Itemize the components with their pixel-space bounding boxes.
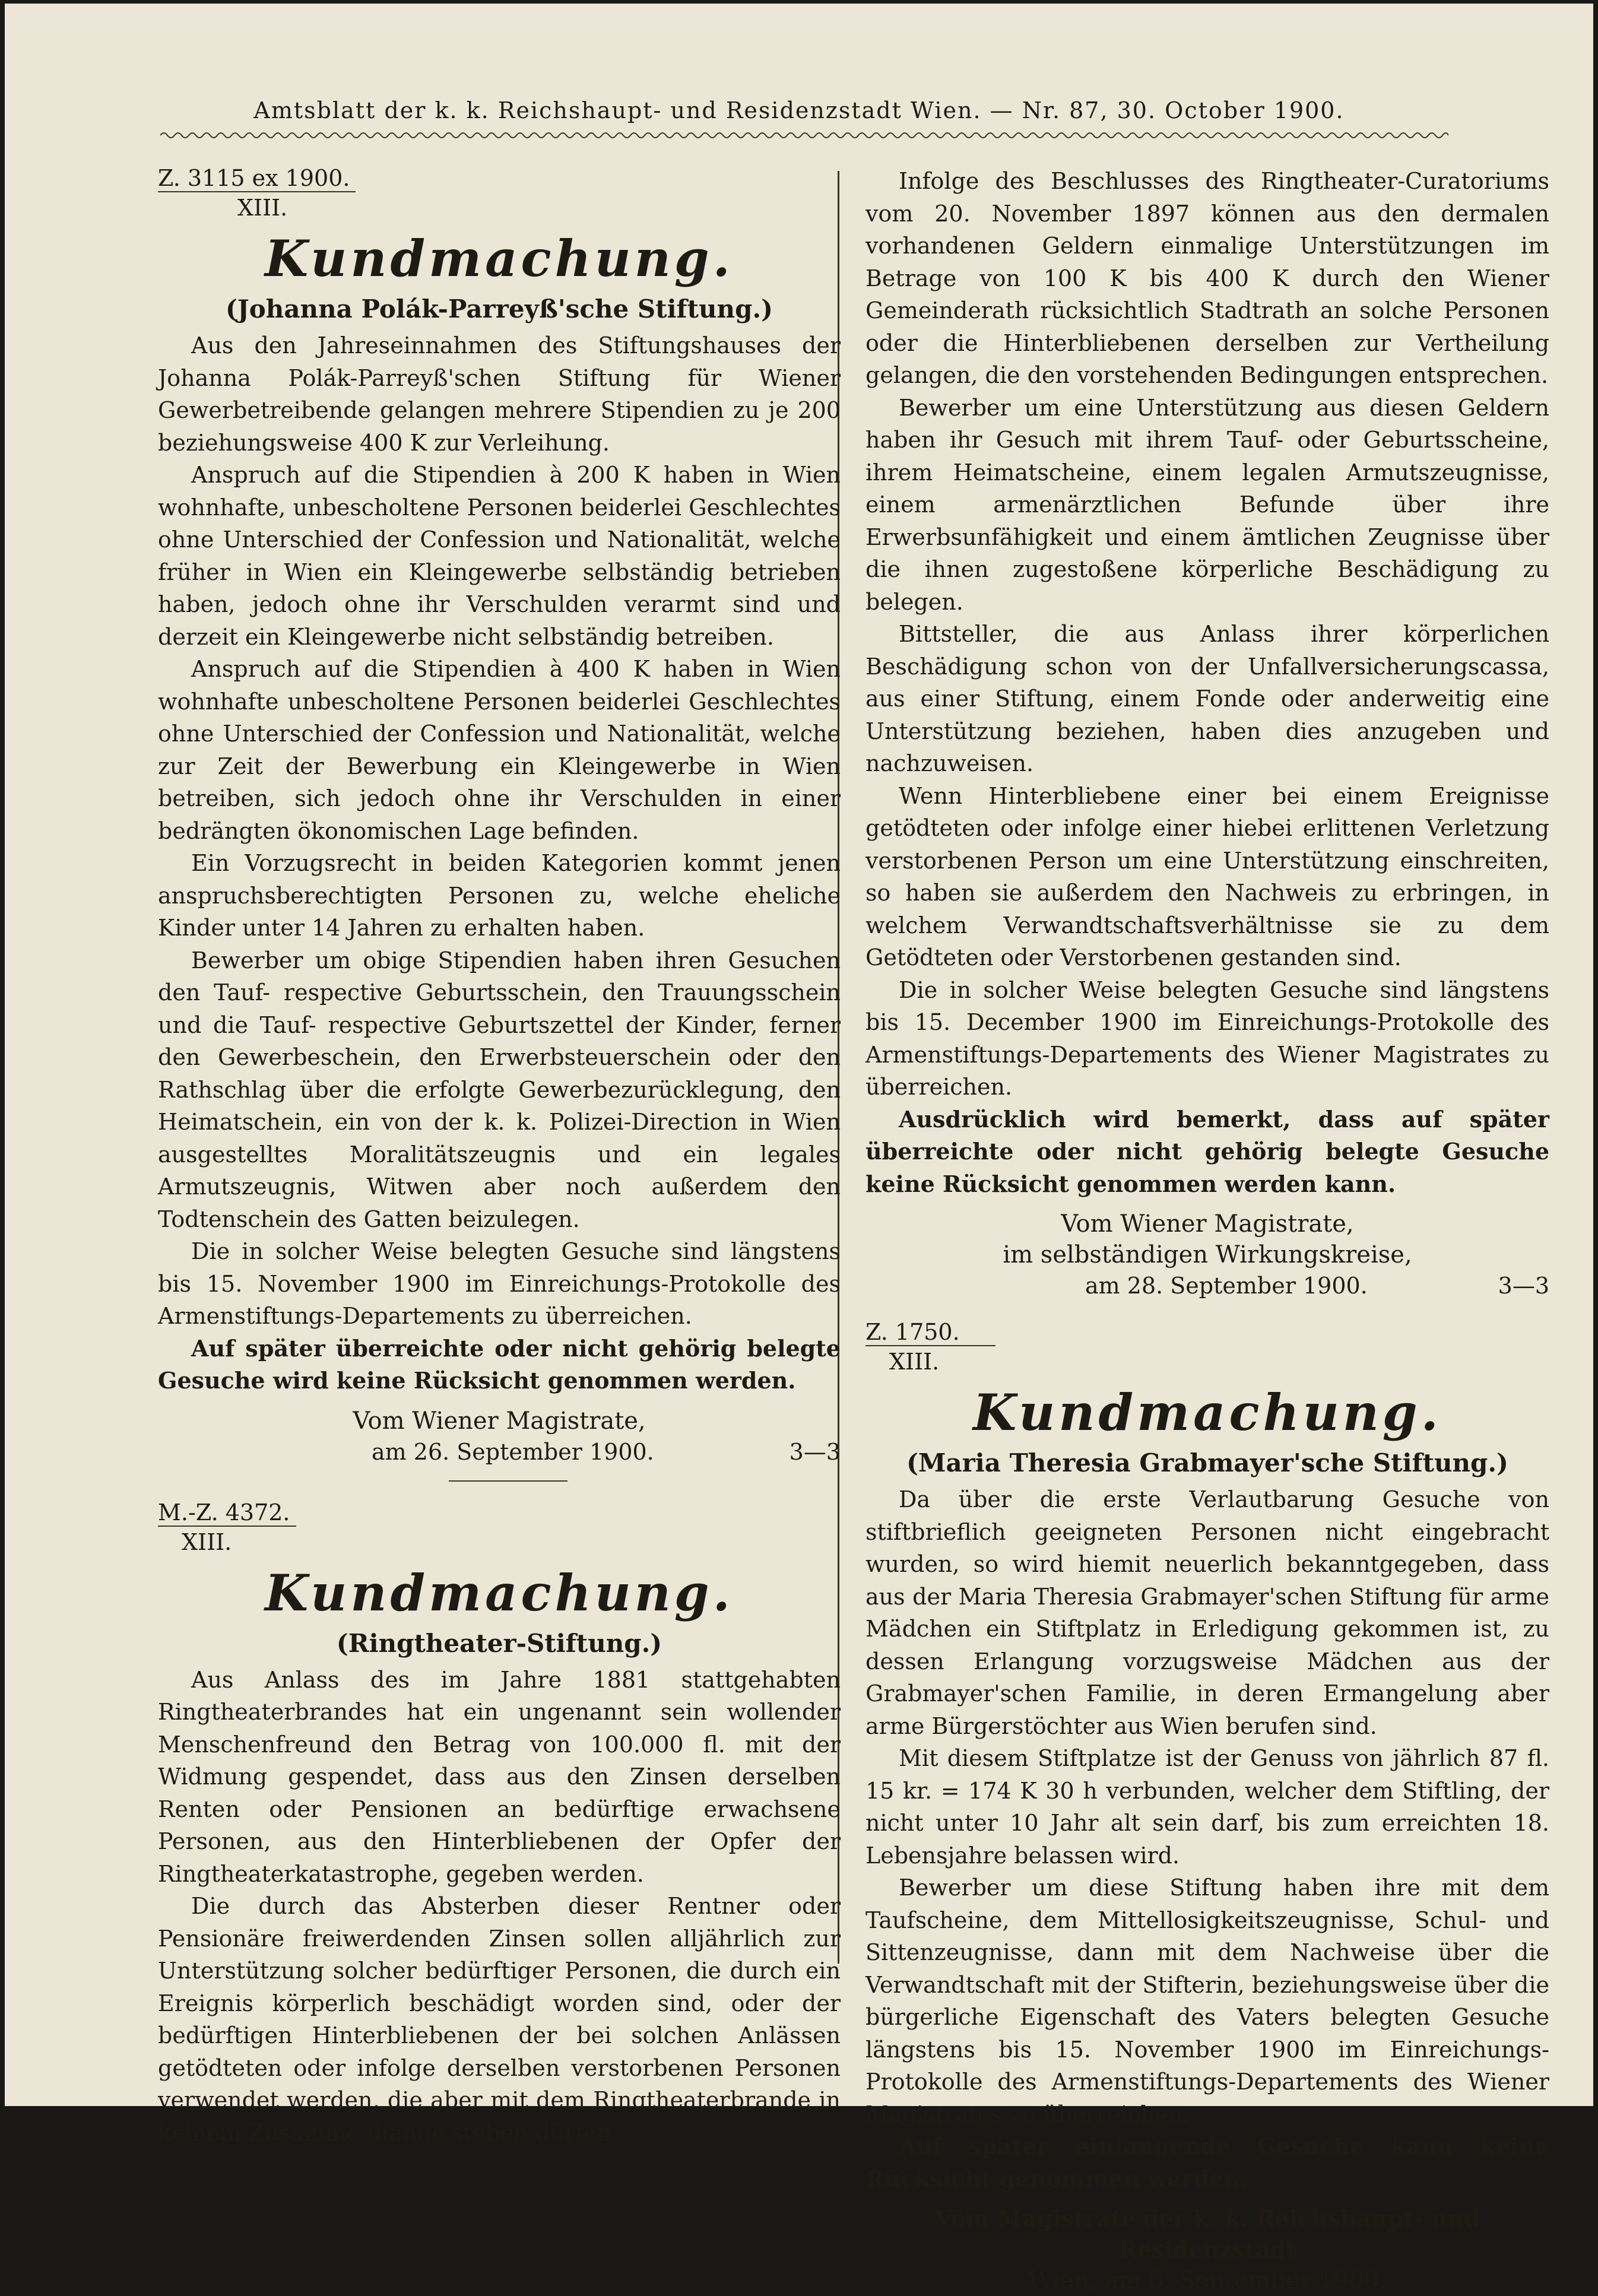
notice1-section: XIII. xyxy=(237,195,288,221)
right-column xyxy=(865,165,1549,2296)
notice1-para-4: Ein Vorzugsrecht in beiden Kategorien kommt jenen anspruchsberechtigten Personen zu, welche eheliche Kinder unter 14 Jahren zu erhalten haben. xyxy=(158,850,841,941)
notice1-para-2: Anspruch auf die Stipendien à 200 K haben in Wien wohnhafte, unbescholtene Personen beiderlei Geschlechtes ohne Unterschied der Confession und Nationalität, welche früher in Wien ein Kleingewerbe selbständig betrieben haben, jedoch ohne ihr Verschulden verarmt sind und derzeit ein Kleingewerbe nicht selbständig betreiben. xyxy=(158,462,841,650)
notice1-para-1: Aus den Jahreseinnahmen des Stiftungshauses der Johanna Polák-Parreyß'schen Stiftung für Wiener Gewerbetreibende gelangen mehrere Stipendien zu je 200 beziehungsweise 400 K zur Verleihung. xyxy=(158,332,841,456)
notice2-date-row xyxy=(865,1270,1549,1301)
notice2-signature-2: im selbständigen Wirkungskreise, xyxy=(1003,1241,1412,1268)
notice2-para-4: Bewerber um eine Unterstützung aus diesen Geldern haben ihr Gesuch mit ihrem Tauf- oder Geburtsscheine, ihrem Heimatscheine, einem legalen Armutszeugnisse, einem armenärztlichen Befunde über ihre Erwerbsunfähigkeit und einem ämtlichen Zeugnisse über die ihnen zugestoßene körperliche Beschädigung zu belegen. xyxy=(865,394,1549,615)
notice2-ref: M.-Z. 4372. xyxy=(158,1499,296,1527)
notice1-subtitle: (Johanna Polák-Parreyß'sche Stiftung.) xyxy=(226,294,773,324)
notice1-date-row xyxy=(158,1436,841,1467)
notice2-title: Kundmachung. xyxy=(265,1563,734,1622)
notice2-para-7: Die in solcher Weise belegten Gesuche sind längstens bis 15. December 1900 im Einreichungs-Protokolle des Armenstiftungs-Departements des Wiener Magistrates zu überreichen. xyxy=(865,976,1549,1100)
notice2-count: 3—3 xyxy=(1498,1273,1549,1299)
notice2-subtitle: (Ringtheater-Stiftung.) xyxy=(336,1628,662,1658)
notice3-subtitle: (Maria Theresia Grabmayer'sche Stiftung.) xyxy=(906,1448,1508,1477)
notice1-para-5: Bewerber um obige Stipendien haben ihren Gesuchen den Tauf- respective Geburtsschein, den Trauungsschein und die Tauf- respective Geburtszettel der Kinder, ferner den Gewerbeschein, den Erwerbsteuerschein oder den Rathschlag über die erfolgte Gewerbezurücklegung, den Heimatschein, ein von der k. k. Polizei-Direction in Wien ausgestelltes Moralitätszeugnis und ein legales Armutszeugnis, Witwen aber noch außerdem den Todtenschein des Gatten beizulegen. xyxy=(158,947,841,1232)
left-column xyxy=(158,165,841,2149)
notice3-para-3: Bewerber um diese Stiftung haben ihre mit dem Taufscheine, dem Mittellosigkeitszeugnisse, Schul- und Sittenzeugnisse, dann mit dem Nachweise über die Verwandtschaft mit der Stifterin, beziehungsweise über die bürgerliche Eigenschaft des Vaters belegten Gesuche längstens bis 15. November 1900 im Einreichungs-Protokolle des Armenstiftungs-Departements des Wiener Magistrates zu überreichen. xyxy=(865,1875,1549,2127)
notice3-para-1: Da über die erste Verlautbarung Gesuche von stiftbrieflich geeigneten Personen nicht eingebracht wurden, so wird hiemit neuerlich bekanntgegeben, dass aus der Maria Theresia Grabmayer'schen Stiftung für arme Mädchen ein Stiftplatz in Erledigung gekommen ist, zu dessen Erlangung vorzugsweise Mädchen aus der Grabmayer'schen Familie, in deren Ermangelung aber arme Bürgerstöchter aus Wien berufen sind. xyxy=(865,1486,1549,1739)
header-wavy-rule xyxy=(160,129,1448,141)
notice3-title: Kundmachung. xyxy=(973,1383,1442,1442)
notice2-date: am 28. September 1900. xyxy=(1085,1273,1368,1299)
notice1-ref: Z. 3115 ex 1900. xyxy=(158,165,356,192)
notice2-para-3: Infolge des Beschlusses des Ringtheater-Curatoriums vom 20. November 1897 können aus den dermalen vorhandenen Geldern einmalige Unterstützungen im Betrage von 100 K bis 400 K durch den Wiener Gemeinderath rücksichtlich Stadtrath an solche Personen oder die Hinterbliebenen derselben zur Vertheilung gelangen, die den vorstehenden Bedingungen entsprechen. xyxy=(865,168,1549,388)
notice1-para-3: Anspruch auf die Stipendien à 400 K haben in Wien wohnhafte unbescholtene Personen beiderlei Geschlechtes ohne Unterschied der Confession und Nationalität, welche zur Zeit der Bewerbung ein Kleingewerbe in Wien betreiben, sich jedoch ohne ihr Verschulden in einer bedrängten ökonomischen Lage befinden. xyxy=(158,656,841,844)
notice3-para-2: Mit diesem Stiftplatze ist der Genuss von jährlich 87 fl. 15 kr. = 174 K 30 h verbunden, welcher dem Stiftling, der nicht unter 10 Jahr alt sein darf, bis zum erreichten 18. Lebensjahre belassen wird. xyxy=(865,1745,1549,1869)
notice1-signature: Vom Wiener Magistrate, xyxy=(353,1407,646,1435)
notice3-signature: Vom Magistrate der k. k. Reichshaupt- und Residenzstadt xyxy=(935,2205,1480,2263)
notice1-date: am 26. September 1900. xyxy=(372,1438,654,1465)
page-header: Amtsblatt der k. k. Reichshaupt- und Residenzstadt Wien. — Nr. 87, 30. October 1900. xyxy=(253,97,1345,123)
notice1-end-rule xyxy=(158,1467,841,1488)
notice2-bold-notice: Ausdrücklich wird bemerkt, dass auf später überreichte oder nicht gehörig belegte Gesuche keine Rücksicht genommen werden kann. xyxy=(865,1105,1549,1197)
notice3-section: XIII. xyxy=(889,1349,940,1375)
notice2-signature: Vom Wiener Magistrate, xyxy=(1061,1210,1354,1238)
notice2-ref-line xyxy=(158,1499,841,1529)
notice2-para-1: Aus Anlass des im Jahre 1881 stattgehabten Ringtheaterbrandes hat ein ungenannt sein wollender Menschenfreund den Betrag von 100.000 fl. mit der Widmung gespendet, dass aus den Zinsen derselben Renten oder Pensionen an bedürftige erwachsene Personen, aus den Hinterbliebenen der Opfer der Ringtheaterkatastrophe, gegeben werden. xyxy=(158,1666,841,1887)
notice2-para-6: Wenn Hinterbliebene einer bei einem Ereignisse getödteten oder infolge einer hiebei erlittenen Verletzung verstorbenen Person um eine Unterstützung einschreiten, so haben sie außerdem den Nachweis zu erbringen, in welchem Verwandtschaftsverhältnisse sie zu dem Getödteten oder Verstorbenen gestanden sind. xyxy=(865,782,1549,971)
notice3-ref: Z. 1750. xyxy=(865,1319,995,1346)
notice3-date: Wien, am 6. September 1900. xyxy=(1028,2267,1387,2294)
notice1-count: 3—3 xyxy=(789,1438,841,1465)
notice3-ref-line xyxy=(865,1319,1549,1349)
notice1-para-6: Die in solcher Weise belegten Gesuche sind längstens bis 15. November 1900 im Einreichungs-Protokolle des Armenstiftungs-Departements zu überreichen. xyxy=(158,1238,841,1329)
notice3-bold-notice: Auf später einlangende Gesuche kann keine Rücksicht genommen werden. xyxy=(865,2133,1549,2192)
notice2-para-2: Die durch das Absterben dieser Rentner oder Pensionäre freiwerdenden Zinsen sollen alljährlich zur Unterstützung solcher bedürftiger Personen, die durch ein Ereignis körperlich beschädigt worden sind, oder der bedürftigen Hinterbliebenen der bei solchen Anlässen getödteten oder infolge derselben verstorbenen Personen verwendet werden, die aber mit dem Ringtheaterbrande in keinem Zusammenhange stehen dürfen. xyxy=(158,1893,841,2146)
newspaper-page xyxy=(5,4,1593,2294)
notice2-para-5: Bittsteller, die aus Anlass ihrer körperlichen Beschädigung schon von der Unfallversicherungscassa, aus einer Stiftung, einem Fonde oder anderweitig eine Unterstützung beziehen, haben dies anzugeben und nachzuweisen. xyxy=(865,621,1549,776)
notice1-ref-line xyxy=(158,165,841,195)
notice1-title: Kundmachung. xyxy=(265,229,734,288)
notice2-section: XIII. xyxy=(182,1528,232,1555)
notice1-bold-notice: Auf später überreichte oder nicht gehörig belegte Gesuche wird keine Rücksicht genommen werden. xyxy=(158,1334,841,1394)
